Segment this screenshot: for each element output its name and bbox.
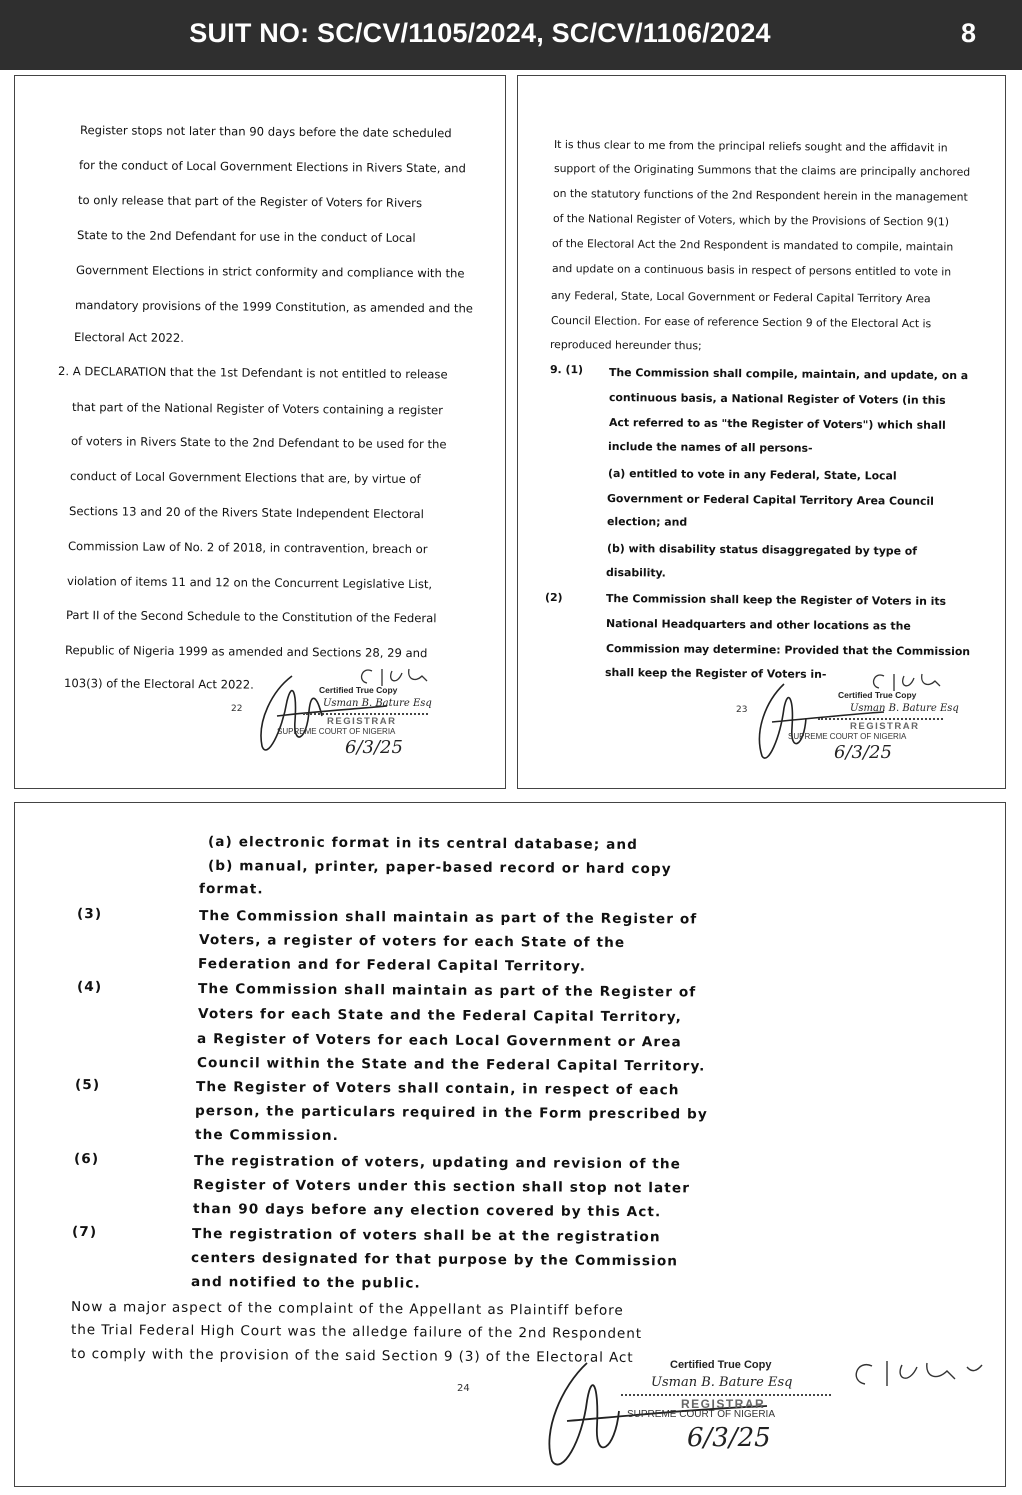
declaration-line: 2. A DECLARATION that the 1st Defendant is not entitled to release bbox=[57, 364, 448, 382]
statute-line: (a) entitled to vote in any Federal, State, Local bbox=[607, 467, 897, 483]
section-label: (3) bbox=[76, 906, 103, 923]
statute-line: Register of Voters under this section shall stop not later bbox=[192, 1177, 691, 1197]
judgment-page-23 bbox=[517, 75, 1006, 789]
statute-line: The registration of voters shall be at the registration bbox=[191, 1226, 661, 1246]
text-line: on the statutory functions of the 2nd Respondent herein in the management bbox=[552, 187, 968, 204]
statute-line: shall keep the Register of Voters in- bbox=[604, 666, 827, 681]
registrar-label: REGISTRAR bbox=[850, 721, 920, 732]
text-line: of the Electoral Act the 2nd Respondent is mandated to compile, maintain bbox=[551, 237, 954, 254]
text-line: Electoral Act 2022. bbox=[73, 330, 185, 345]
statute-line: election; and bbox=[606, 515, 688, 529]
page-no: 24 bbox=[457, 1383, 470, 1394]
registrar-name: Usman B. Bature Esq bbox=[850, 703, 959, 714]
text-line: mandatory provisions of the 1999 Constitution, as amended and the bbox=[74, 298, 474, 316]
dotted-line bbox=[818, 718, 943, 720]
statute-line: (b) manual, printer, paper-based record or hard copy bbox=[207, 858, 672, 878]
text-line: to comply with the provision of the said Section 9 (3) of the Electoral Act bbox=[70, 1346, 634, 1366]
text-line: conduct of Local Government Elections that are, by virtue of bbox=[69, 469, 421, 487]
text-line: Sections 13 and 20 of the Rivers State Independent Electoral bbox=[68, 504, 424, 522]
section-label: (5) bbox=[74, 1077, 101, 1094]
dotted-line bbox=[621, 1394, 831, 1396]
statute-line: Council within the State and the Federal Capital Territory. bbox=[196, 1055, 706, 1075]
statute-line: Voters, a register of voters for each State of the bbox=[198, 932, 626, 951]
page-number: 8 bbox=[960, 18, 976, 48]
statute-line: the Commission. bbox=[194, 1127, 340, 1145]
statute-line: person, the particulars required in the Form prescribed by bbox=[194, 1103, 708, 1123]
text-line: any Federal, State, Local Government or Federal Capital Territory Area bbox=[550, 289, 931, 306]
text-line: State to the 2nd Defendant for use in the conduct of Local bbox=[76, 228, 416, 245]
text-line: Government Elections in strict conformity and compliance with the bbox=[75, 263, 465, 281]
text-line: Register stops not later than 90 days before the date scheduled bbox=[79, 123, 452, 141]
certified-label: Certified True Copy bbox=[319, 685, 398, 695]
statute-line: The Commission shall compile, maintain, and update, on a bbox=[608, 366, 969, 383]
text-line: of voters in Rivers State to the 2nd Defendant to be used for the bbox=[70, 434, 447, 452]
page-no: 23 bbox=[736, 705, 748, 715]
statute-line: and notified to the public. bbox=[190, 1274, 421, 1292]
statute-line: Federation and for Federal Capital Territory. bbox=[197, 956, 587, 975]
certified-true-copy-stamp bbox=[237, 661, 467, 771]
statute-line: continuous basis, a National Register of Voters (in this bbox=[608, 391, 946, 407]
certified-true-copy-stamp bbox=[527, 1351, 997, 1481]
section-label: 9. (1) bbox=[549, 363, 584, 377]
registrar-name: Usman B. Bature Esq bbox=[323, 698, 432, 709]
text-line: the Trial Federal High Court was the alledge failure of the 2nd Respondent bbox=[70, 1322, 643, 1342]
stamp-date: 6/3/25 bbox=[834, 742, 892, 763]
statute-line: Commission may determine: Provided that the Commission bbox=[605, 642, 971, 659]
dotted-line bbox=[303, 713, 428, 715]
text-line: Now a major aspect of the complaint of the Appellant as Plaintiff before bbox=[70, 1299, 624, 1319]
text-line: support of the Originating Summons that the claims are principally anchored bbox=[553, 162, 971, 179]
stamp-date: 6/3/25 bbox=[687, 1423, 771, 1453]
stamp-date: 6/3/25 bbox=[345, 737, 403, 758]
certified-true-copy-stamp bbox=[734, 666, 964, 776]
statute-line: National Headquarters and other locations as the bbox=[605, 617, 911, 633]
judgment-page-22 bbox=[14, 75, 506, 789]
registrar-name: Usman B. Bature Esq bbox=[651, 1375, 793, 1390]
statute-line: Government or Federal Capital Territory Area Council bbox=[606, 492, 934, 508]
section-label: (6) bbox=[73, 1151, 100, 1168]
section-label: (2) bbox=[544, 591, 563, 605]
text-line: Commission Law of No. 2 of 2018, in contravention, breach or bbox=[67, 539, 428, 557]
court-label: SUPREME COURT OF NIGERIA bbox=[627, 1409, 775, 1420]
text-line: 103(3) of the Electoral Act 2022. bbox=[63, 676, 254, 692]
text-line: Council Election. For ease of reference Section 9 of the Electoral Act is bbox=[550, 314, 932, 331]
statute-line: The registration of voters, updating and revision of the bbox=[193, 1153, 682, 1173]
page-no: 22 bbox=[231, 704, 243, 714]
text-line: Part II of the Second Schedule to the Constitution of the Federal bbox=[65, 608, 437, 626]
court-label: SUPREME COURT OF NIGERIA bbox=[788, 732, 907, 741]
statute-line: (a) electronic format in its central database; and bbox=[207, 834, 639, 854]
section-label: (4) bbox=[76, 979, 103, 996]
text-line: violation of items 11 and 12 on the Concurrent Legislative List, bbox=[66, 574, 433, 592]
statute-line: format. bbox=[198, 881, 264, 898]
text-line: for the conduct of Local Government Elections in Rivers State, and bbox=[78, 158, 466, 176]
text-line: Republic of Nigeria 1999 as amended and Sections 28, 29 and bbox=[64, 643, 428, 661]
text-line: of the National Register of Voters, which by the Provisions of Section 9(1) bbox=[552, 212, 950, 229]
statute-line: (b) with disability status disaggregated by type of bbox=[606, 542, 918, 558]
text-line: and update on a continuous basis in respect of persons entitled to vote in bbox=[551, 262, 952, 279]
statute-line: The Commission shall maintain as part of the Register of bbox=[197, 981, 697, 1001]
statute-line: than 90 days before any election covered by this Act. bbox=[192, 1201, 662, 1221]
registrar-label: REGISTRAR bbox=[327, 716, 397, 727]
suit-number-title: SUIT NO: SC/CV/1105/2024, SC/CV/1106/2024 bbox=[189, 18, 771, 48]
statute-line: Voters for each State and the Federal Capital Territory, bbox=[197, 1006, 682, 1026]
statute-line: disability. bbox=[605, 566, 666, 580]
document-header bbox=[0, 0, 1022, 70]
statute-line: a Register of Voters for each Local Government or Area bbox=[196, 1031, 682, 1051]
statute-line: centers designated for that purpose by the Commission bbox=[190, 1250, 679, 1270]
text-line: It is thus clear to me from the principal reliefs sought and the affidavit in bbox=[553, 138, 948, 155]
statute-line: Act referred to as "the Register of Voters") which shall bbox=[608, 416, 946, 432]
court-label: SUPREME COURT OF NIGERIA bbox=[277, 727, 396, 736]
statute-line: include the names of all persons- bbox=[607, 440, 813, 455]
certified-label: Certified True Copy bbox=[838, 690, 917, 700]
text-line: that part of the National Register of Voters containing a register bbox=[71, 400, 444, 418]
section-label: (7) bbox=[71, 1224, 98, 1241]
text-line: to only release that part of the Register of Voters for Rivers bbox=[77, 193, 423, 211]
registrar-label: REGISTRAR bbox=[681, 1397, 766, 1411]
text-line: reproduced hereunder thus; bbox=[549, 338, 702, 353]
certified-label: Certified True Copy bbox=[670, 1359, 772, 1371]
statute-line: The Commission shall maintain as part of the Register of bbox=[198, 908, 698, 928]
statute-line: The Commission shall keep the Register of Voters in its bbox=[605, 592, 947, 608]
judgment-page-24 bbox=[14, 802, 1006, 1487]
statute-line: The Register of Voters shall contain, in respect of each bbox=[195, 1079, 680, 1099]
